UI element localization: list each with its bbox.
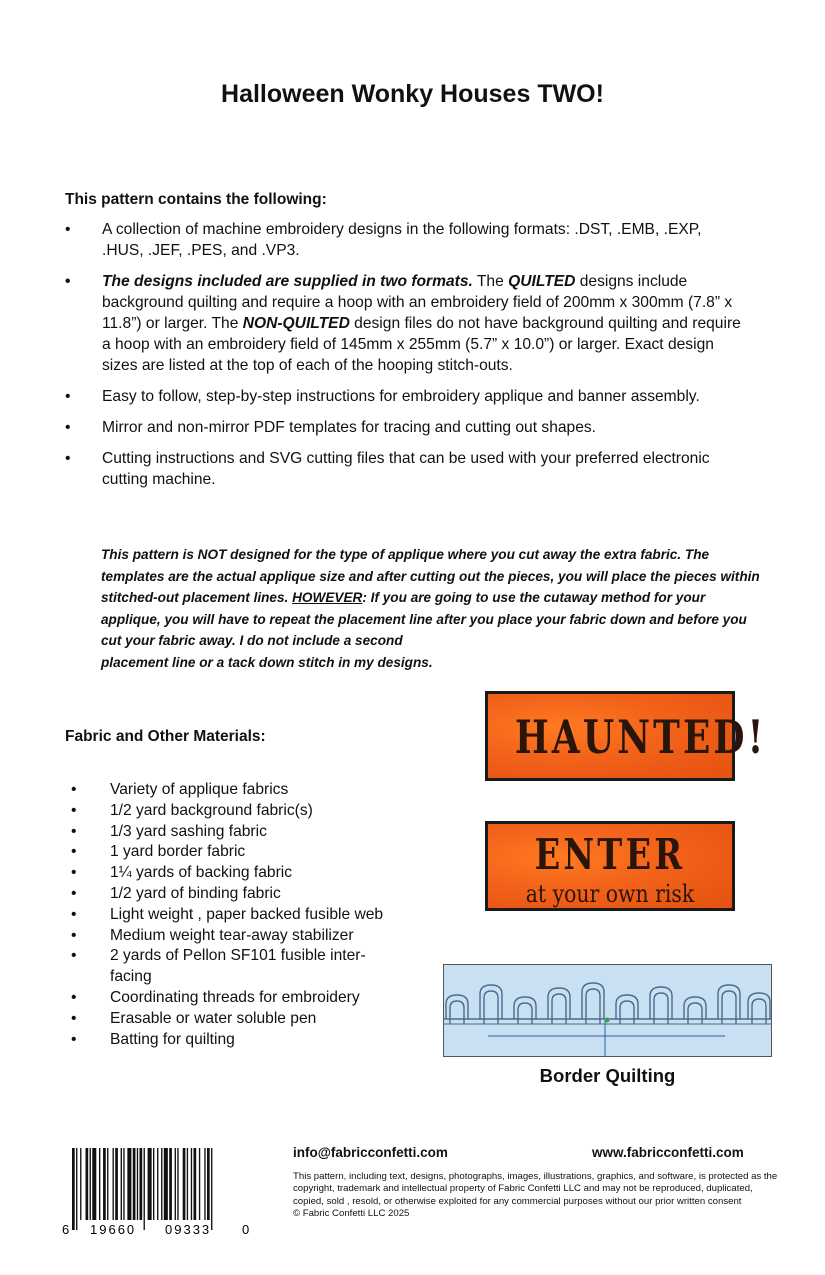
barcode-bar xyxy=(127,1148,131,1220)
barcode-bar xyxy=(113,1148,114,1220)
barcode-bar xyxy=(153,1148,154,1220)
barcode-bar xyxy=(133,1148,136,1220)
haunted-banner-image xyxy=(485,691,767,781)
bullet: • xyxy=(65,221,71,238)
bullet: • xyxy=(65,273,71,290)
material-item-text: Light weight , paper backed fusible web xyxy=(110,905,384,923)
material-item xyxy=(65,780,395,801)
contains-item-text: NON-QUILTED xyxy=(242,315,350,332)
barcode-digits-left: 19660 xyxy=(90,1222,137,1237)
material-item xyxy=(65,1009,395,1030)
material-item xyxy=(65,1030,395,1051)
bullet: • xyxy=(71,947,77,965)
material-item xyxy=(65,863,395,884)
bullet: • xyxy=(71,822,77,840)
barcode-bar xyxy=(80,1148,81,1220)
contains-item-text: designs include background quilting and require a hoop with an embroidery field of 200mm x 300mm (7.8” x 11.8”) or larger. The xyxy=(102,273,733,332)
cutaway-note xyxy=(101,544,761,673)
border-quilting-caption: Border Quilting xyxy=(539,1065,676,1086)
material-item-text: 1¼ yards of backing fabric xyxy=(110,864,293,882)
barcode-bar xyxy=(169,1148,172,1220)
barcode-bar xyxy=(144,1148,145,1230)
barcode-bar xyxy=(161,1148,162,1220)
contains-item-text: A collection of machine embroidery designs in the following formats: .DST, .EMB, .EXP, .HUS, .JEF, .PES, and .VP3. xyxy=(102,221,702,259)
barcode-bar xyxy=(191,1148,192,1220)
barcode-bar xyxy=(86,1148,89,1220)
contains-item-text: QUILTED xyxy=(508,273,576,290)
at-your-own-risk-text: at your own risk xyxy=(525,880,695,908)
bullet: • xyxy=(71,884,77,902)
material-item-text: Medium weight tear-away stabilizer xyxy=(110,926,354,944)
barcode-bar xyxy=(204,1148,205,1220)
bullet: • xyxy=(71,864,77,882)
contains-list xyxy=(65,219,745,500)
bullet: • xyxy=(71,1009,77,1027)
note-last-line: placement line or a tack down stitch in my designs. xyxy=(101,654,433,670)
barcode-bar xyxy=(107,1148,108,1220)
contains-item-text: Easy to follow, step-by-step instructions for embroidery applique and banner assembly. xyxy=(102,388,700,405)
material-item xyxy=(65,905,395,926)
upc-barcode xyxy=(62,1148,252,1238)
contains-heading: This pattern contains the following: xyxy=(65,191,327,208)
contains-item xyxy=(65,219,745,261)
material-item-text: 2 yards of Pellon SF101 fusible inter-facing xyxy=(110,947,366,986)
barcode-bar xyxy=(90,1148,91,1220)
material-item xyxy=(65,988,395,1009)
copyright-line: © Fabric Confetti LLC 2025 xyxy=(293,1208,410,1220)
material-item xyxy=(65,842,395,863)
material-item-text: Variety of applique fabrics xyxy=(110,781,289,798)
contains-item-text: Mirror and non-mirror PDF templates for tracing and cutting out shapes. xyxy=(102,419,597,436)
border-quilting-image xyxy=(443,964,772,1057)
copyright-notice xyxy=(293,1171,783,1221)
bullet: • xyxy=(71,843,77,861)
barcode-bar xyxy=(137,1148,138,1220)
barcode-bar xyxy=(92,1148,96,1220)
bullet: • xyxy=(71,905,77,923)
materials-heading: Fabric and Other Materials: xyxy=(65,728,266,745)
barcode-bar xyxy=(183,1148,186,1220)
material-item-text: 1/2 yard of binding fabric xyxy=(110,884,281,902)
barcode-bar xyxy=(140,1148,143,1220)
barcode-bar xyxy=(72,1148,75,1230)
barcode-bar xyxy=(99,1148,100,1220)
material-item xyxy=(65,884,395,905)
barcode-bar xyxy=(207,1148,210,1220)
contains-item xyxy=(65,448,745,490)
barcode-bar xyxy=(211,1148,212,1230)
barcode-bar xyxy=(76,1148,77,1230)
material-item xyxy=(65,926,395,947)
barcode-digits-right: 09333 xyxy=(165,1222,212,1237)
copyright-text: This pattern, including text, designs, photographs, images, illustrations, graphics, and software, is protected as the copyright, trademark and intellectual property of Fabric Confetti LLC and may not be reproduced, duplicated, copied, sold , resold, or otherwise exploited for any commercial purposes without our prior written consent xyxy=(293,1171,778,1207)
material-item xyxy=(65,801,395,822)
bullet: • xyxy=(65,419,71,436)
bullet: • xyxy=(71,1030,77,1048)
material-item xyxy=(65,822,395,843)
material-item-text: Erasable or water soluble pen xyxy=(110,1009,317,1027)
barcode-bar xyxy=(177,1148,178,1220)
barcode-bar xyxy=(115,1148,118,1220)
contains-item-text: The designs included are supplied in two formats. xyxy=(102,273,473,290)
barcode-bar xyxy=(103,1148,106,1220)
material-item-text: 1/3 yard sashing fabric xyxy=(110,822,267,840)
website-url: www.fabricconfetti.com xyxy=(592,1145,744,1160)
contact-email: info@fabricconfetti.com xyxy=(293,1145,448,1160)
barcode-digit-lead: 6 xyxy=(62,1222,70,1237)
barcode-digit-trail: 0 xyxy=(242,1222,250,1237)
barcode-bar xyxy=(199,1148,200,1220)
bullet: • xyxy=(71,988,77,1006)
barcode-bar xyxy=(148,1148,152,1220)
contains-item xyxy=(65,417,745,438)
bullet: • xyxy=(65,450,71,467)
contains-item xyxy=(65,271,745,376)
barcode-bar xyxy=(123,1148,124,1220)
contains-item xyxy=(65,386,745,407)
barcode-bar xyxy=(194,1148,197,1220)
material-item-text: 1/2 yard background fabric(s) xyxy=(110,801,313,819)
enter-banner-image xyxy=(485,821,735,911)
materials-list xyxy=(65,780,395,1050)
haunted-banner-text: HAUNTED! xyxy=(514,710,767,764)
material-item-text: Batting for quilting xyxy=(110,1030,235,1048)
material-item-text: Coordinating threads for embroidery xyxy=(110,988,360,1006)
barcode-bar xyxy=(157,1148,158,1220)
barcode-bar xyxy=(164,1148,168,1220)
enter-banner-text: ENTER xyxy=(534,830,686,879)
material-item xyxy=(65,946,395,988)
contains-item-text: Cutting instructions and SVG cutting files that can be used with your preferred electronic cutting machine. xyxy=(102,450,710,488)
barcode-bar xyxy=(187,1148,188,1220)
note-however: HOWEVER xyxy=(292,590,363,605)
bullet: • xyxy=(65,388,71,405)
note-text-after: : If you are going to use the cutaway method for your applique, you will have to repeat the placement line after you place your fabric down and before you cut your fabric away. I do not include a second xyxy=(101,590,747,648)
contains-item-text: The xyxy=(472,273,509,290)
bullet: • xyxy=(71,801,77,819)
note-text-before: This pattern is NOT designed for the type of applique where you cut away the extra fabric. The templates are the actual applique size and after cutting out the pieces, you will place the pieces within stitched-out placement lines. xyxy=(101,547,760,605)
contains-item-text: design files do not have background quilting and require a hoop with an embroidery field of 145mm x 255mm (5.7” x 10.0”) or larger. Exact design sizes are listed at the top of each of the hooping stitch-outs. xyxy=(102,315,741,374)
bullet: • xyxy=(71,926,77,944)
page-title: Halloween Wonky Houses TWO! xyxy=(221,80,604,108)
material-item-text: 1 yard border fabric xyxy=(110,843,246,861)
barcode-bar xyxy=(121,1148,122,1220)
barcode-bar xyxy=(175,1148,176,1220)
bullet: • xyxy=(71,781,77,798)
